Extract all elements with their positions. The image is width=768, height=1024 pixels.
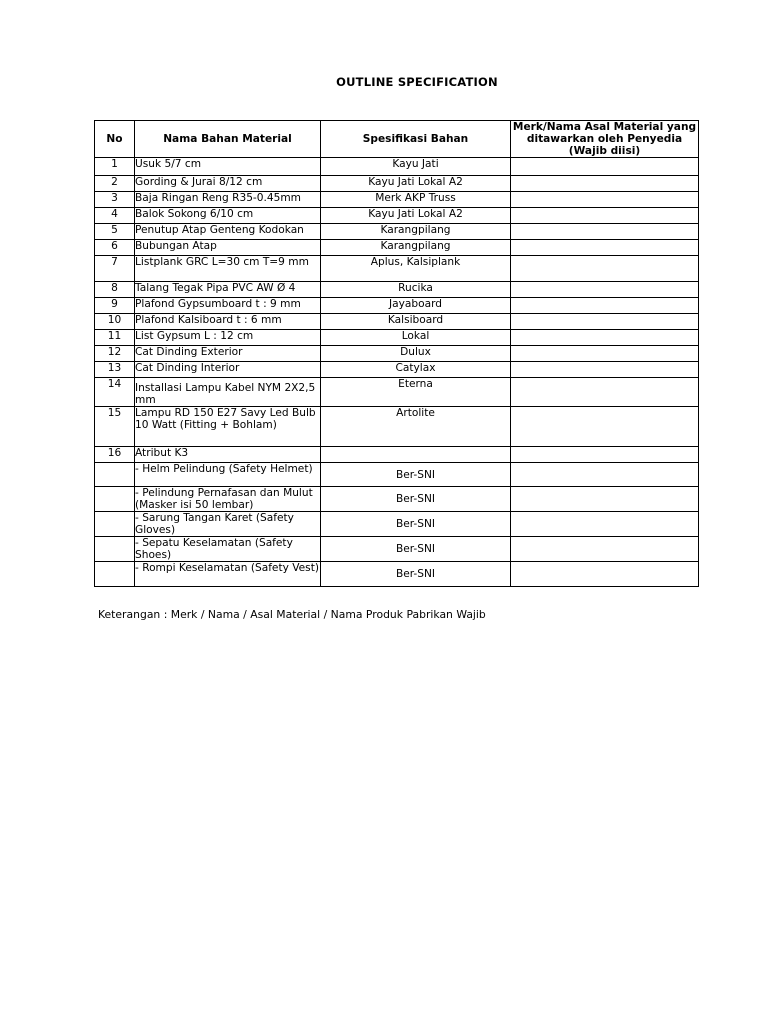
cell-material-name: Penutup Atap Genteng Kodokan <box>135 224 321 240</box>
cell-material-name: Plafond Kalsiboard t : 6 mm <box>135 314 321 330</box>
cell-merk-input[interactable] <box>511 224 699 240</box>
header-no: No <box>95 121 135 158</box>
cell-material-name: - Helm Pelindung (Safety Helmet) <box>135 463 321 487</box>
cell-no: 7 <box>95 256 135 282</box>
cell-no <box>95 512 135 537</box>
cell-specification: Kalsiboard <box>321 314 511 330</box>
cell-material-name: Plafond Gypsumboard t : 9 mm <box>135 298 321 314</box>
table-row <box>95 487 699 512</box>
table-row <box>95 562 699 587</box>
header-spec: Spesifikasi Bahan <box>321 121 511 158</box>
cell-specification: Karangpilang <box>321 240 511 256</box>
cell-material-name: Cat Dinding Interior <box>135 362 321 378</box>
cell-merk-input[interactable] <box>511 562 699 587</box>
cell-merk-input[interactable] <box>511 463 699 487</box>
cell-merk-input[interactable] <box>511 192 699 208</box>
cell-no: 13 <box>95 362 135 378</box>
cell-specification: Ber-SNI <box>321 487 511 512</box>
cell-specification: Kayu Jati <box>321 158 511 176</box>
table-row <box>95 314 699 330</box>
table-row <box>95 362 699 378</box>
cell-no: 16 <box>95 447 135 463</box>
cell-merk-input[interactable] <box>511 314 699 330</box>
table-row <box>95 224 699 240</box>
cell-material-name: Installasi Lampu Kabel NYM 2X2,5 mm <box>135 378 321 407</box>
table-row <box>95 378 699 407</box>
cell-specification: Dulux <box>321 346 511 362</box>
cell-material-name: - Rompi Keselamatan (Safety Vest) <box>135 562 321 587</box>
cell-merk-input[interactable] <box>511 537 699 562</box>
table-row <box>95 240 699 256</box>
cell-no: 1 <box>95 158 135 176</box>
cell-material-name: Usuk 5/7 cm <box>135 158 321 176</box>
cell-no: 11 <box>95 330 135 346</box>
cell-material-name: Talang Tegak Pipa PVC AW Ø 4 <box>135 282 321 298</box>
cell-merk-input[interactable] <box>511 208 699 224</box>
table-row <box>95 463 699 487</box>
cell-merk-input[interactable] <box>511 447 699 463</box>
cell-no: 5 <box>95 224 135 240</box>
cell-material-name: Gording & Jurai 8/12 cm <box>135 176 321 192</box>
cell-specification: Ber-SNI <box>321 512 511 537</box>
cell-merk-input[interactable] <box>511 407 699 447</box>
cell-no: 9 <box>95 298 135 314</box>
cell-merk-input[interactable] <box>511 158 699 176</box>
cell-specification: Aplus, Kalsiplank <box>321 256 511 282</box>
cell-no <box>95 487 135 512</box>
cell-specification: Ber-SNI <box>321 562 511 587</box>
cell-specification: Artolite <box>321 407 511 447</box>
table-row <box>95 407 699 447</box>
cell-merk-input[interactable] <box>511 176 699 192</box>
cell-material-name: - Pelindung Pernafasan dan Mulut (Masker isi 50 lembar) <box>135 487 321 512</box>
cell-no: 8 <box>95 282 135 298</box>
cell-material-name: Lampu RD 150 E27 Savy Led Bulb 10 Watt (Fitting + Bohlam) <box>135 407 321 447</box>
cell-material-name: Cat Dinding Exterior <box>135 346 321 362</box>
cell-material-name: Bubungan Atap <box>135 240 321 256</box>
table-row <box>95 447 699 463</box>
cell-merk-input[interactable] <box>511 346 699 362</box>
cell-no <box>95 562 135 587</box>
page-title: OUTLINE SPECIFICATION <box>336 75 498 89</box>
cell-specification: Ber-SNI <box>321 537 511 562</box>
cell-material-name: List Gypsum L : 12 cm <box>135 330 321 346</box>
cell-specification: Jayaboard <box>321 298 511 314</box>
specification-table <box>94 120 699 587</box>
table-row <box>95 346 699 362</box>
cell-merk-input[interactable] <box>511 378 699 407</box>
table-header-row <box>95 121 699 158</box>
cell-merk-input[interactable] <box>511 512 699 537</box>
cell-specification <box>321 447 511 463</box>
table-row <box>95 512 699 537</box>
cell-no: 15 <box>95 407 135 447</box>
cell-specification: Kayu Jati Lokal A2 <box>321 176 511 192</box>
cell-no: 14 <box>95 378 135 407</box>
cell-material-name: - Sarung Tangan Karet (Safety Gloves) <box>135 512 321 537</box>
table-body <box>95 158 699 587</box>
cell-specification: Lokal <box>321 330 511 346</box>
table-row <box>95 330 699 346</box>
table-row <box>95 256 699 282</box>
cell-merk-input[interactable] <box>511 330 699 346</box>
cell-specification: Karangpilang <box>321 224 511 240</box>
header-merk: Merk/Nama Asal Material yang ditawarkan oleh Penyedia (Wajib diisi) <box>511 121 699 158</box>
cell-specification: Rucika <box>321 282 511 298</box>
header-name: Nama Bahan Material <box>135 121 321 158</box>
cell-specification: Eterna <box>321 378 511 407</box>
cell-merk-input[interactable] <box>511 282 699 298</box>
cell-specification: Catylax <box>321 362 511 378</box>
table-row <box>95 158 699 176</box>
cell-no: 10 <box>95 314 135 330</box>
cell-material-name: Atribut K3 <box>135 447 321 463</box>
cell-material-name: Baja Ringan Reng R35-0.45mm <box>135 192 321 208</box>
footnote: Keterangan : Merk / Nama / Asal Material / Nama Produk Pabrikan Wajib <box>98 608 486 621</box>
cell-no <box>95 463 135 487</box>
cell-no: 2 <box>95 176 135 192</box>
cell-no: 3 <box>95 192 135 208</box>
cell-merk-input[interactable] <box>511 362 699 378</box>
cell-material-name: Listplank GRC L=30 cm T=9 mm <box>135 256 321 282</box>
cell-merk-input[interactable] <box>511 256 699 282</box>
cell-no: 12 <box>95 346 135 362</box>
table-row <box>95 192 699 208</box>
cell-specification: Kayu Jati Lokal A2 <box>321 208 511 224</box>
table-row <box>95 537 699 562</box>
cell-specification: Merk AKP Truss <box>321 192 511 208</box>
cell-no: 6 <box>95 240 135 256</box>
cell-material-name: Balok Sokong 6/10 cm <box>135 208 321 224</box>
cell-no: 4 <box>95 208 135 224</box>
cell-no <box>95 537 135 562</box>
table-row <box>95 176 699 192</box>
cell-merk-input[interactable] <box>511 240 699 256</box>
cell-specification: Ber-SNI <box>321 463 511 487</box>
table-row <box>95 298 699 314</box>
table-row <box>95 282 699 298</box>
table-row <box>95 208 699 224</box>
cell-material-name: - Sepatu Keselamatan (Safety Shoes) <box>135 537 321 562</box>
cell-merk-input[interactable] <box>511 487 699 512</box>
cell-merk-input[interactable] <box>511 298 699 314</box>
